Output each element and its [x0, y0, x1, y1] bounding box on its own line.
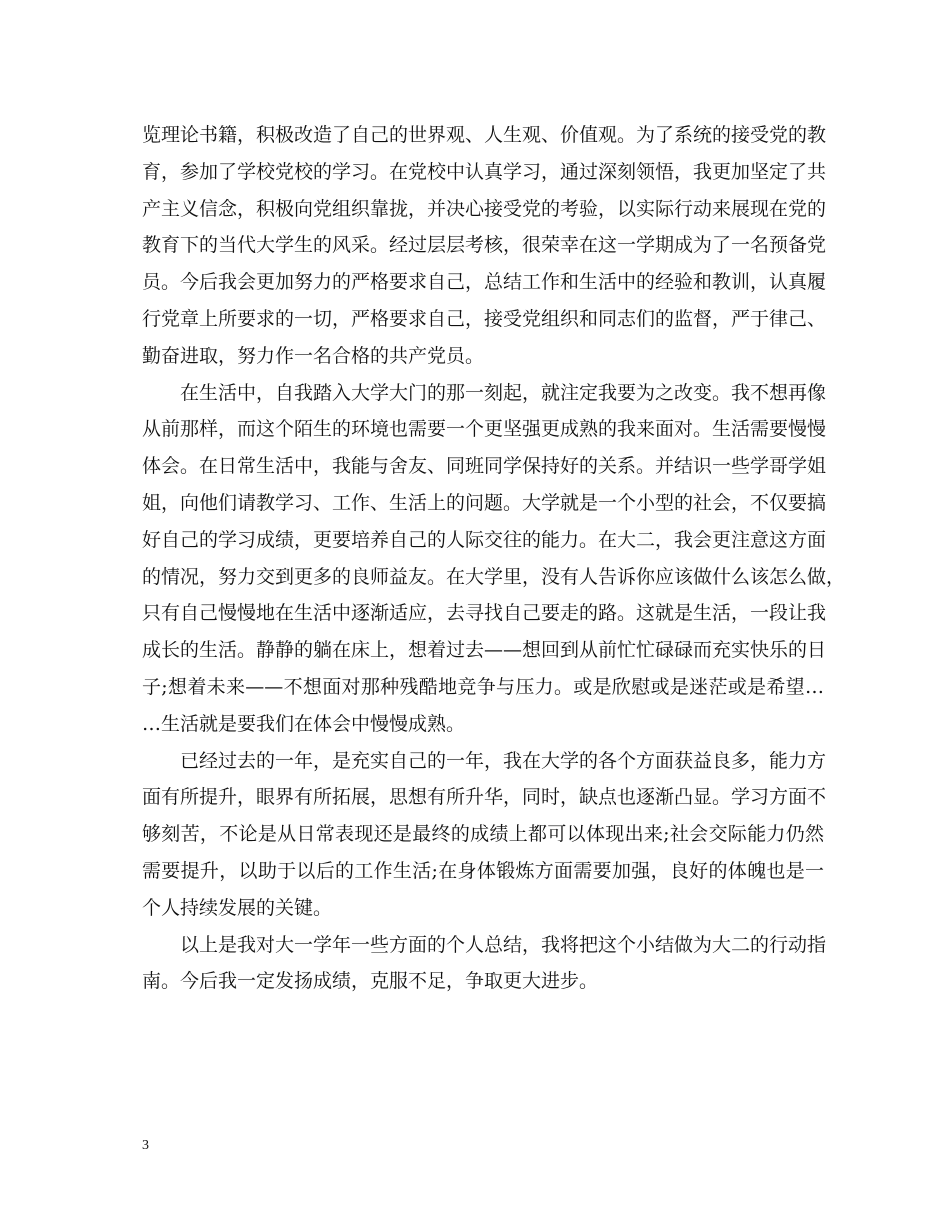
- paragraph-line: 员。今后我会更加努力的严格要求自己，总结工作和生活中的经验和教训，认真履: [142, 271, 827, 294]
- page-number: 3: [142, 1138, 149, 1153]
- paragraph: [142, 927, 827, 1001]
- paragraph-line: 好自己的学习成绩，更要培养自己的人际交往的能力。在大二，我会更注意这方面: [142, 528, 827, 551]
- paragraph-line: 览理论书籍，积极改造了自己的世界观、人生观、价值观。为了系统的接受党的教: [142, 124, 827, 146]
- paragraph-line: 成长的生活。静静的躺在床上，想着过去——想回到从前忙忙碌碌而充实快乐的日: [142, 639, 827, 662]
- paragraph-line: 南。今后我一定发扬成绩，克服不足，争取更大进步。: [142, 970, 599, 993]
- paragraph-line: 需要提升，以助于以后的工作生活;在身体锻炼方面需要加强，良好的体魄也是一: [142, 859, 824, 882]
- paragraph-line: 育，参加了学校党校的学习。在党校中认真学习，通过深刻领悟，我更加坚定了共: [142, 160, 827, 183]
- paragraph-line: 勤奋进取，努力作一名合格的共产党员。: [142, 344, 485, 367]
- paragraph-line: 产主义信念，积极向党组织靠拢，并决心接受党的考验，以实际行动来展现在党的: [142, 197, 827, 220]
- paragraph-line: 姐，向他们请教学习、工作、生活上的问题。大学就是一个小型的社会，不仅要搞: [142, 491, 827, 514]
- paragraph-line: 个人持续发展的关键。: [142, 896, 333, 919]
- paragraph-line: 体会。在日常生活中，我能与舍友、同班同学保持好的关系。并结识一些学哥学姐: [142, 455, 827, 478]
- paragraph: [142, 375, 846, 743]
- paragraph-line: 行党章上所要求的一切，严格要求自己，接受党组织和同志们的监督，严于律己、: [142, 307, 827, 330]
- paragraph-line: 只有自己慢慢地在生活中逐渐适应，去寻找自己要走的路。这就是生活，一段让我: [142, 602, 827, 625]
- paragraph: [142, 117, 827, 375]
- paragraph-line: 在生活中，自我踏入大学大门的那一刻起，就注定我要为之改变。我不想再像: [180, 381, 827, 404]
- paragraph-line: 从前那样，而这个陌生的环境也需要一个更坚强更成熟的我来面对。生活需要慢慢: [142, 418, 827, 441]
- paragraph-line: 已经过去的一年，是充实自己的一年，我在大学的各个方面获益良多，能力方: [180, 749, 827, 772]
- paragraph-line: 子;想着未来——不想面对那种残酷地竞争与压力。或是欣慰或是迷茫或是希望…: [142, 675, 824, 698]
- paragraph-line: 以上是我对大一学年一些方面的个人总结，我将把这个小结做为大二的行动指: [180, 933, 827, 956]
- paragraph-line: …生活就是要我们在体会中慢慢成熟。: [142, 712, 466, 735]
- paragraph-line: 够刻苦，不论是从日常表现还是最终的成绩上都可以体现出来;社会交际能力仍然: [142, 823, 824, 846]
- paragraph: [142, 743, 827, 927]
- paragraph-line: 教育下的当代大学生的风采。经过层层考核，很荣幸在这一学期成为了一名预备党: [142, 234, 827, 257]
- paragraph-line: 的情况，努力交到更多的良师益友。在大学里，没有人告诉你应该做什么该怎么做，: [142, 565, 846, 588]
- document-body: [142, 117, 846, 1000]
- paragraph-line: 面有所提升，眼界有所拓展，思想有所升华，同时，缺点也逐渐凸显。学习方面不: [142, 786, 827, 809]
